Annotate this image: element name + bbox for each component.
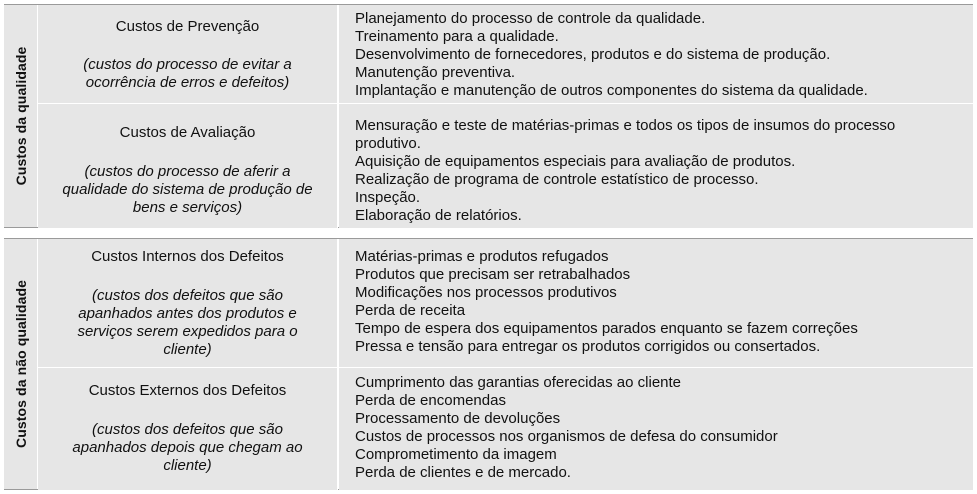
- category-description: (custos dos defeitos que são apanhados depois que chegam ao cliente): [72, 421, 303, 474]
- list-item: Planejamento do processo de controle da qualidade.: [355, 10, 706, 27]
- group-label: Custos da qualidade: [12, 46, 29, 186]
- category-description: (custos do processo de aferir a qualidade do sistema de produção de bens e serviços): [62, 163, 313, 216]
- category-title: Custos Internos dos Defeitos: [91, 248, 284, 265]
- category-cell: [38, 104, 338, 228]
- list-item: Elaboração de relatórios.: [355, 207, 522, 224]
- group-side-label-cell: [4, 239, 38, 489]
- category-title: Custos de Prevenção: [115, 18, 260, 35]
- group-quality-costs: [4, 4, 973, 228]
- items-list: [355, 117, 963, 225]
- category-title: Custos Externos dos Defeitos: [88, 382, 287, 399]
- list-item: Produtos que precisam ser retrabalhados: [355, 266, 631, 283]
- category-cell: [38, 239, 338, 367]
- items-cell: [339, 104, 973, 228]
- items-cell: [339, 368, 973, 490]
- list-item: Pressa e tensão para entregar os produtos corrigidos ou consertados.: [355, 338, 821, 355]
- list-item: Realização de programa de controle estatístico de processo.: [355, 171, 759, 188]
- list-item: Implantação e manutenção de outros componentes do sistema da qualidade.: [355, 82, 868, 99]
- group-label: Custos da não qualidade: [12, 280, 29, 448]
- list-item: Aquisição de equipamentos especiais para avaliação de produtos.: [355, 153, 796, 170]
- category-cell: [38, 5, 338, 103]
- items-cell: [339, 5, 973, 103]
- items-cell: [339, 239, 973, 367]
- list-item: Processamento de devoluções: [355, 410, 561, 427]
- list-item: Perda de encomendas: [355, 392, 506, 409]
- list-item: Desenvolvimento de fornecedores, produtos e do sistema de produção.: [355, 46, 831, 63]
- category-description: (custos do processo de evitar a ocorrência de erros e defeitos): [83, 56, 292, 91]
- list-item: Comprometimento da imagem: [355, 446, 557, 463]
- category-title: Custos de Avaliação: [119, 124, 256, 141]
- group-non-quality-costs: [4, 238, 973, 490]
- quality-costs-table: [4, 4, 973, 490]
- list-item: Perda de clientes e de mercado.: [355, 464, 571, 481]
- list-item: Treinamento para a qualidade.: [355, 28, 559, 45]
- list-item: Inspeção.: [355, 189, 421, 206]
- table-row-prevention: [38, 5, 973, 103]
- list-item: Modificações nos processos produtivos: [355, 284, 617, 301]
- list-item: Manutenção preventiva.: [355, 64, 516, 81]
- items-list: [355, 374, 963, 482]
- category-cell: [38, 368, 338, 490]
- group-side-label-cell: [4, 5, 38, 227]
- category-description: (custos dos defeitos que são apanhados antes dos produtos e serviços serem expedidos para o cliente): [77, 287, 298, 358]
- list-item: Tempo de espera dos equipamentos parados enquanto se fazem correções: [355, 320, 858, 337]
- list-item: Matérias-primas e produtos refugados: [355, 248, 609, 265]
- table-row-external-defects: [38, 367, 973, 490]
- table-row-appraisal: [38, 103, 973, 228]
- list-item: Mensuração e teste de matérias-primas e todos os tipos de insumos do processo produtivo.: [355, 117, 896, 152]
- list-item: Cumprimento das garantias oferecidas ao cliente: [355, 374, 682, 391]
- items-list: [355, 10, 963, 100]
- list-item: Perda de receita: [355, 302, 466, 319]
- items-list: [355, 248, 963, 356]
- table-row-internal-defects: [38, 239, 973, 367]
- list-item: Custos de processos nos organismos de defesa do consumidor: [355, 428, 778, 445]
